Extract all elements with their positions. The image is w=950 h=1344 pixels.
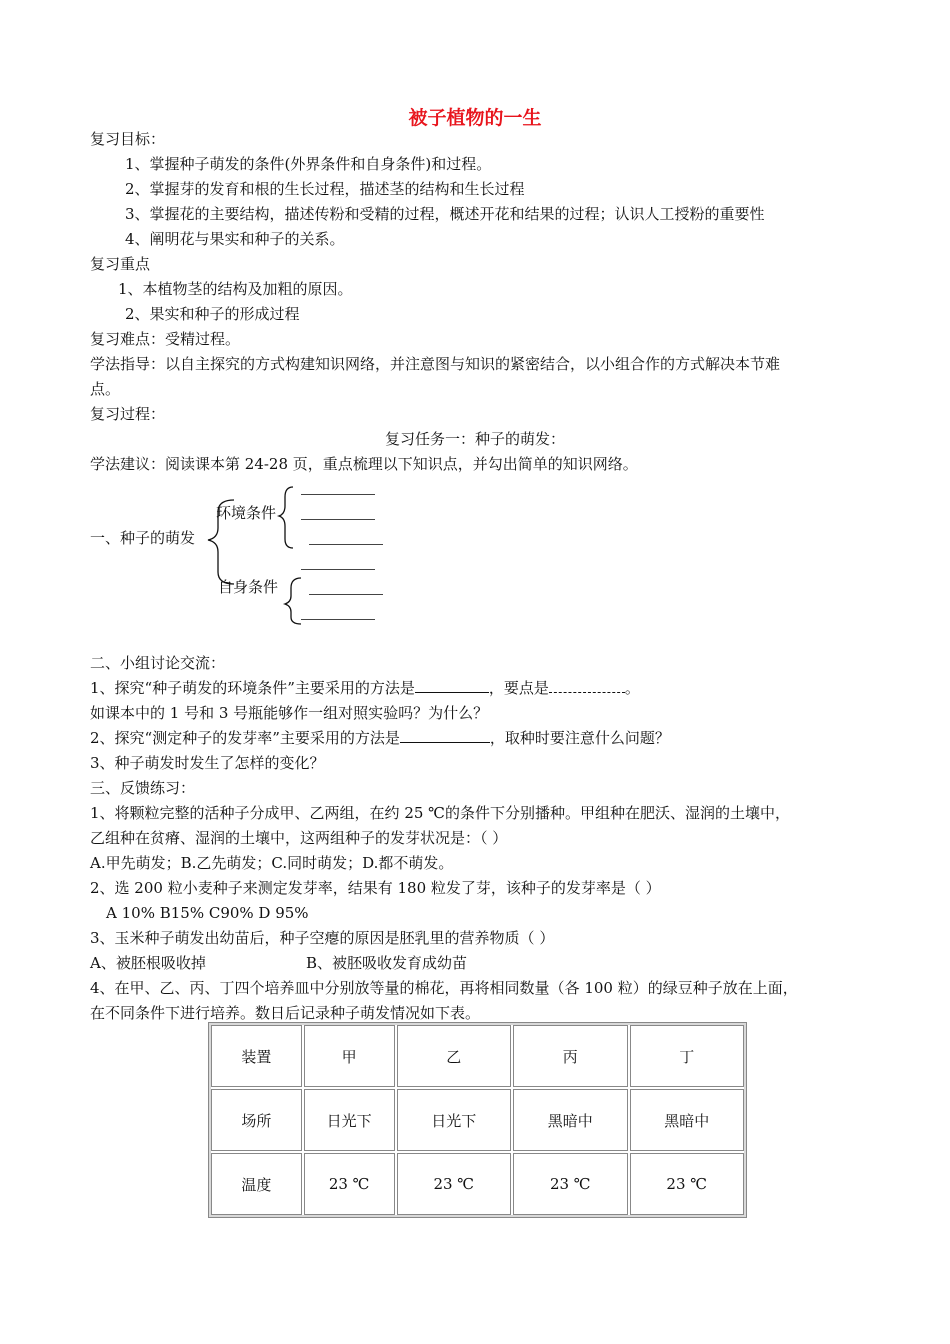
practice-1-options: A.甲先萌发；B.乙先萌发；C.同时萌发；D.都不萌发。 — [90, 854, 454, 872]
table-cell: 黑暗中 — [630, 1089, 745, 1151]
table-cell: 23 ℃ — [630, 1153, 745, 1215]
discussion-q2-text-a: 2、探究“测定种子的发芽率”主要采用的方法是 — [90, 729, 400, 747]
diagram-root-label: 一、种子的萌发 — [90, 529, 196, 547]
objective-item-4: 4、阐明花与果实和种子的关系。 — [125, 230, 345, 248]
key-points-heading: 复习重点 — [90, 255, 151, 273]
main-brace — [208, 500, 234, 584]
task1-heading: 复习任务一：种子的萌发： — [384, 430, 565, 448]
table-cell: 日光下 — [304, 1089, 395, 1151]
table-cell: 23 ℃ — [304, 1153, 395, 1215]
table-row — [211, 1153, 744, 1215]
table-cell: 丙 — [513, 1025, 627, 1087]
practice-1-line-1: 1、将颗粒完整的活种子分成甲、乙两组，在约 25 ℃的条件下分别播种。甲组种在肥沃、湿润的土壤中， — [90, 804, 790, 822]
practice-3-option-b: B、被胚吸收发育成幼苗 — [306, 954, 468, 972]
practice-4-line-2: 在不同条件下进行培养。数日后记录种子萌发情况如下表。 — [90, 1004, 481, 1022]
key-point-item-1: 1、本植物茎的结构及加粗的原因。 — [118, 280, 353, 298]
guidance-line-2: 点。 — [90, 380, 121, 398]
objective-item-3: 3、掌握花的主要结构，描述传粉和受精的过程，概述开花和结果的过程；认识人工授粉的重要性 — [125, 205, 765, 223]
discussion-q1-follow: 如课本中的 1 号和 3 号瓶能够作一组对照实验吗？为什么？ — [90, 704, 489, 722]
env-blank-4[interactable] — [301, 569, 375, 570]
self-blank-2[interactable] — [301, 619, 375, 620]
discussion-q1-text-a: 1、探究“种子萌发的环境条件”主要采用的方法是 — [90, 679, 415, 697]
germination-table — [208, 1022, 747, 1218]
discussion-heading: 二、小组讨论交流： — [90, 654, 226, 672]
table-cell: 温度 — [211, 1153, 302, 1215]
discussion-q1 — [90, 678, 640, 698]
diagram-branch-environment: 环境条件 — [216, 504, 277, 522]
table-cell: 装置 — [211, 1025, 302, 1087]
discussion-q2-text-b: ，取种时要注意什么问题？ — [489, 729, 670, 747]
self-blank-1[interactable] — [309, 594, 383, 595]
q1-method-blank[interactable] — [415, 678, 489, 693]
key-point-item-2: 2、果实和种子的形成过程 — [125, 305, 300, 323]
env-brace — [279, 487, 293, 548]
table-row — [211, 1089, 744, 1151]
objectives-heading: 复习目标： — [90, 130, 166, 148]
process-heading: 复习过程： — [90, 405, 166, 423]
self-brace — [285, 578, 301, 624]
table-cell: 日光下 — [397, 1089, 511, 1151]
practice-4-line-1: 4、在甲、乙、丙、丁四个培养皿中分别放等量的棉花，再将相同数量（各 100 粒）的绿豆种子放在上面， — [90, 979, 798, 997]
q1-points-blank[interactable] — [549, 678, 625, 693]
env-blank-1[interactable] — [301, 494, 375, 495]
table-cell: 甲 — [304, 1025, 395, 1087]
env-blank-3[interactable] — [309, 544, 383, 545]
table-cell: 23 ℃ — [397, 1153, 511, 1215]
suggestion-line: 学法建议：阅读课本第 24-28 页，重点梳理以下知识点，并勾出简单的知识网络。 — [90, 455, 638, 473]
discussion-q2 — [90, 728, 670, 748]
practice-heading: 三、反馈练习： — [90, 779, 196, 797]
practice-2-options: A 10% B15% C90% D 95% — [106, 904, 309, 922]
objective-item-1: 1、掌握种子萌发的条件(外界条件和自身条件)和过程。 — [125, 155, 492, 173]
table-row — [211, 1025, 744, 1087]
practice-2-line-1: 2、选 200 粒小麦种子来测定发芽率，结果有 180 粒发了芽，该种子的发芽率是（ ） — [90, 879, 661, 897]
env-blank-2[interactable] — [301, 519, 375, 520]
practice-3-option-a: A、被胚根吸收掉 — [90, 954, 206, 972]
practice-3-line-1: 3、玉米种子萌发出幼苗后，种子空瘪的原因是胚乳里的营养物质（ ） — [90, 929, 555, 947]
discussion-q1-text-c: 。 — [624, 679, 640, 697]
table-cell: 场所 — [211, 1089, 302, 1151]
table-cell: 乙 — [397, 1025, 511, 1087]
difficulty-line: 复习难点：受精过程。 — [90, 330, 241, 348]
diagram-branch-self: 自身条件 — [218, 578, 279, 596]
guidance-line-1: 学法指导：以自主探究的方式构建知识网络，并注意图与知识的紧密结合，以小组合作的方式解决本节难 — [90, 355, 781, 373]
q2-method-blank[interactable] — [400, 728, 490, 743]
objective-item-2: 2、掌握芽的发育和根的生长过程，描述茎的结构和生长过程 — [125, 180, 525, 198]
discussion-q1-text-b: ，要点是 — [488, 679, 549, 697]
page-title: 被子植物的一生 — [408, 107, 542, 129]
discussion-q3: 3、种子萌发时发生了怎样的变化？ — [90, 754, 325, 772]
table-cell: 黑暗中 — [513, 1089, 627, 1151]
table-cell: 23 ℃ — [513, 1153, 627, 1215]
practice-1-line-2: 乙组种在贫瘠、湿润的土壤中，这两组种子的发芽状况是：（ ） — [90, 829, 508, 847]
table-cell: 丁 — [630, 1025, 745, 1087]
